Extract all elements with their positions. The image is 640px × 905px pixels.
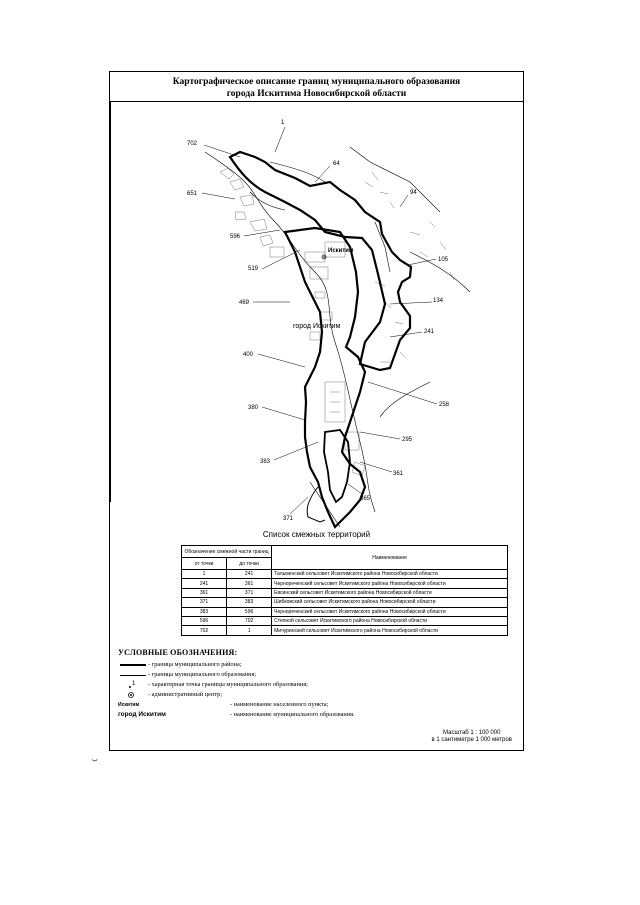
legend-item-district-boundary [118,660,518,670]
cell-name: Чернореченский сельсовет Искитимского района Новосибирской области [272,607,508,616]
boundary-map [110,102,523,557]
point-label-469: 469 [239,300,250,306]
point-label-1: 1 [281,120,285,126]
legend-point-symbol: 1 [132,681,136,687]
scale-description: в 1 сантиметре 1 000 метров [431,737,512,743]
adjacent-territories-title: Список смежных территорий [262,530,371,539]
legend-city-sample: город Искитим [118,711,166,718]
point-label-258: 258 [439,402,450,408]
thick-line-icon [120,664,146,666]
adjacent-territories-table [181,545,508,636]
cell-name: Чернореченский сельсовет Искитимского района Новосибирской области [272,579,508,588]
point-label-596: 596 [230,234,241,240]
point-label-365: 365 [360,496,371,502]
point-label-519: 519 [248,266,259,272]
title-box [110,72,523,102]
legend-text: - граница муниципального района; [148,661,242,668]
point-label-400: 400 [243,352,254,358]
cell-to: 702 [227,616,272,625]
legend-item-municipal-boundary [118,670,518,680]
table-row [182,598,508,607]
legend-text: - характерная точка границы муниципального образования; [148,681,308,688]
table-row [182,588,508,597]
cell-from: 383 [182,607,227,616]
city-boundary [285,228,365,527]
thin-line-icon [120,675,146,676]
legend [118,648,518,720]
point-label-371: 371 [283,516,294,522]
scale-note [431,730,512,744]
cell-name: Мичуринский сельсовет Искитимского района Новосибирской области [272,626,508,635]
point-label-64: 64 [333,161,340,167]
cell-from: 241 [182,579,227,588]
cell-name: Шибковский сельсовет Искитимского района Новосибирской области [272,598,508,607]
cell-to: 383 [227,598,272,607]
table-row [182,626,508,635]
header-name: Наименование [272,546,508,570]
table-row [182,616,508,625]
legend-item-settlement-name [118,700,518,710]
point-label-134: 134 [433,298,444,304]
southern-tail [307,487,325,522]
point-dot-icon [129,686,131,688]
roads-and-rivers [205,147,470,527]
legend-item-point [118,680,518,690]
cell-to: 596 [227,607,272,616]
point-label-361: 361 [393,471,404,477]
legend-settlement-sample: Искитим [118,702,140,708]
city-label: город Искитим [293,323,341,330]
header-to-point: до точки [227,558,272,570]
cell-to: 1 [227,626,272,635]
point-label-380: 380 [248,405,259,411]
header-from-point: от точки [182,558,227,570]
table-row [182,579,508,588]
legend-text: - наименование муниципального образования. [230,711,355,718]
cell-from: 596 [182,616,227,625]
cell-from: 361 [182,588,227,597]
point-label-94: 94 [410,190,417,196]
corner-mark: ب [92,757,98,763]
cell-name: Степной сельсовет Искитимского района Новосибирской области [272,616,508,625]
cell-from: 371 [182,598,227,607]
table-row [182,570,508,579]
cell-to: 241 [227,570,272,579]
cell-to: 371 [227,588,272,597]
map-sheet [109,71,524,751]
cell-from: 702 [182,626,227,635]
title-line-1: Картографическое описание границ муниципального образования [172,77,461,87]
title-line-2: города Искитима Новосибирской области [226,89,407,99]
legend-text: - граница муниципального образования; [148,671,257,678]
cell-name: Тальменский сельсовет Искитимского района Новосибирской области [272,570,508,579]
point-label-702: 702 [187,141,198,147]
admin-center-icon [118,690,146,700]
point-label-105: 105 [438,257,449,263]
point-label-295: 295 [402,437,413,443]
legend-text: - административный центр; [148,691,223,698]
header-boundary-part: Обозначение смежной части границ [182,546,272,558]
legend-item-municipal-name [118,710,518,720]
admin-center-label: Искитим [328,248,354,254]
cell-name: Евсинский сельсовет Искитимского района Новосибирской области [272,588,508,597]
legend-title: УСЛОВНЫЕ ОБОЗНАЧЕНИЯ: [118,648,238,657]
point-label-651: 651 [187,191,198,197]
table-row [182,607,508,616]
southern-boundary-loop [324,430,350,502]
cell-from: 1 [182,570,227,579]
point-label-383: 383 [260,459,271,465]
legend-text: - наименование населенного пункта; [230,701,329,708]
legend-item-admin-center [118,690,518,700]
point-label-241: 241 [424,329,435,335]
scale-ratio: Масштаб 1 : 100 000 [443,730,501,736]
cell-to: 361 [227,579,272,588]
